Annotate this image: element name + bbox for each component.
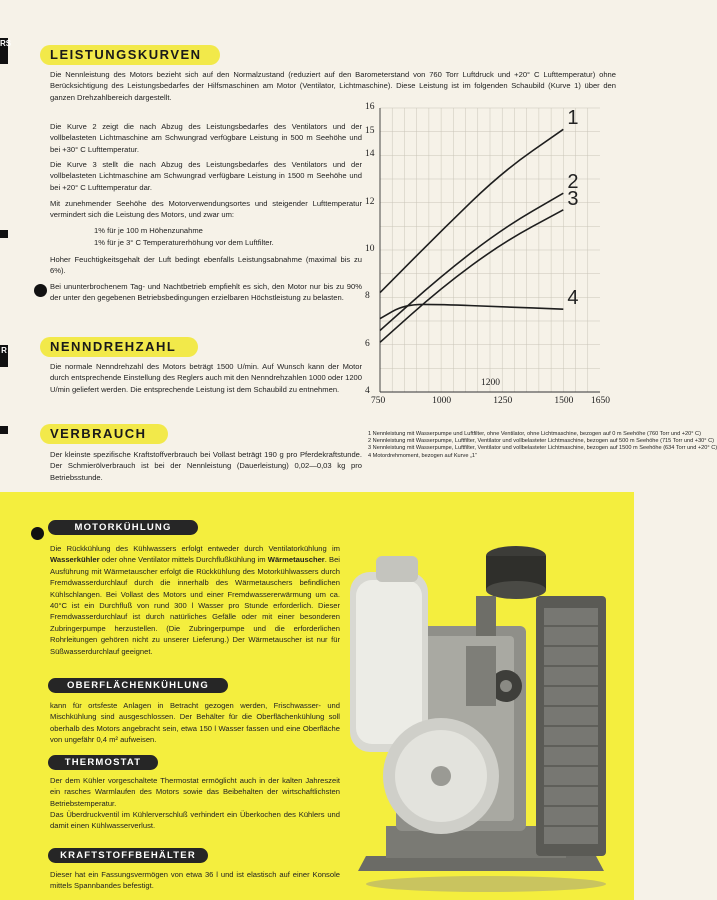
heading-oberflaechenkuehlung: OBERFLÄCHENKÜHLUNG [48,678,228,693]
leistung-paragraph-4: Mit zunehmender Seehöhe des Motorverwendungsortes und steigender Lufttemperatur vermindert sich die Leistung des Motors, und zwar um: [50,199,362,220]
series-label-3: 3 [567,187,579,210]
edge-marker-2 [0,426,8,434]
heading-nenndrehzahl: NENNDREHZAHL [40,337,198,357]
leistung-paragraph-2: Die Kurve 2 zeigt die nach Abzug des Leistungsbedarfes des Ventilators und der vollbelasteten Lichtmaschine am Schwungrad verfügbare Leistung in 500 m Seehöhe und bei +30° C Lufttemperatur. [50,122,362,154]
x-tick-label: 1650 [591,396,610,406]
x-tick-label: 1250 [493,396,513,406]
series-label-1: 1 [567,107,579,130]
series-line-4 [380,304,563,318]
oberflaechenkuehlung-text: kann für ortsfeste Anlagen in Betracht gezogen werden, Frischwasser- und Mischkühlung sind ausgeschlossen. Der Behälter für die Oberflächenkühlung soll oberhalb des Motors angebracht sein, etwa 150 l Wasser fassen und eine Oberfläche von ungefähr 0,4 m² aufweisen. [50,701,340,745]
heading-motorkuehlung: MOTORKÜHLUNG [48,520,198,535]
legend-entry-2: 2 Nennleistung mit Wasserpumpe, Luftfilter, Ventilator und vollbelasteter Lichtmaschine, bezogen auf 500 m Seehöhe (715 Torr und +30° C) [368,438,714,445]
series-line-1 [380,129,563,292]
x-tick-label: 1000 [432,396,452,406]
leistung-bullet-hoehe: 1% für je 100 m Höhenzunahme [94,226,203,235]
series-line-3 [380,210,563,343]
edge-marker-1 [0,230,8,238]
x-tick-label: 750 [371,396,386,406]
thermostat-paragraph-1: Der dem Kühler vorgeschaltete Thermostat ermöglicht auch in der kalten Jahreszeit ein rasches Warmlaufen des Motors sowie das Beibehalten der wirtschaftlichsten Betriebstemperatur. [50,776,340,808]
edge-tab-middle: R [0,345,8,367]
y-tick-label: 8 [365,291,370,302]
kraftstoffbehaelter-text: Dieser hat ein Fassungsvermögen von etwa 36 l und ist elastisch auf einer Konsole mittels Spannbandes befestigt. [50,870,340,891]
leistung-paragraph-feuchte: Hoher Feuchtigkeitsgehalt der Luft bedingt ebenfalls Leistungsabnahme (maximal bis zu 6%). [50,255,362,276]
chart-lines [380,129,563,342]
heading-verbrauch: VERBRAUCH [40,424,168,444]
heading-kraftstoffbehaelter: KRAFTSTOFFBEHÄLTER [48,848,208,863]
motorkuehlung-text: Die Rückkühlung des Kühlwassers erfolgt entweder durch Ventilatorkühlung im Wasserkühler oder ohne Ventilator mittels Durchflußkühlung im Wärmetauscher. Bei Ausführung mit Wärmetauscher erfolgt die Rückkühlung des Motorkühlwassers durch Fremdwasserdurchlauf durch die innerhalb des Wärmetauschers befindlichen Kühlschlangen. Bei Vollast des Motors und einer Fremdwassererwärmung um ca. 40°C ist ein Durchfluß von rund 300 l Wasser pro Stunde erforderlich. Dieser Fremdwasserdurchlauf ist durch natürliches Gefälle oder mit einer besonderen Zubringerpumpe herzustellen. (Die Zubringerpumpe und die erforderlichen Rohrleitungen gehören nicht zu unserer Lieferung.) Der Wärmetauscher ist nur für Süßwasserdurchlauf geeignet. [50,544,340,656]
legend-entry-4: 4 Motordrehmoment, bezogen auf Kurve „1“ [368,452,477,459]
y-tick-label: 12 [365,196,375,207]
legend-entry-1: 1 Nennleistung mit Wasserpumpe und Luftfilter, ohne Ventilator, ohne Lichtmaschine, bezogen auf 0 m Seehöhe (760 Torr und +20° C) [368,431,701,437]
leistung-bullet-temperatur: 1% für je 3° C Temperaturerhöhung vor dem Luftfilter. [94,238,274,247]
heading-leistungskurven: LEISTUNGSKURVEN [40,45,220,65]
verbrauch-text: Der kleinste spezifische Kraftstoffverbrauch bei Vollast beträgt 190 g pro Pferdekraftstunde. Der Schmierölverbrauch ist bei der Nennleistung (Dauerleistung) 0,02—0,03 kg pro Betriebsstunde. [50,450,362,482]
x-extra-label: 1200 [481,378,500,388]
nenndrehzahl-text: Die normale Nenndrehzahl des Motors beträgt 1500 U/min. Auf Wunsch kann der Motor durch entsprechende Einstellung des Reglers auch mit den Nenndrehzahlen 1000 oder 1200 U/min geliefert werden. Die entsprechende Leistung ist dem Schaubild zu entnehmen. [50,362,362,394]
performance-chart [360,100,610,420]
legend-entry-3: 3 Nennleistung mit Wasserpumpe, Luftfilter, Ventilator und vollbelasteter Lichtmaschine, bezogen auf 1500 m Seehöhe (634 Torr und +20° C) [368,445,717,452]
bullet-dot-icon [34,284,47,297]
y-tick-label: 4 [365,386,370,396]
series-label-4: 4 [567,287,579,310]
y-tick-label: 14 [365,149,375,160]
leistung-paragraph-1: Die Nennleistung des Motors bezieht sich auf den Normalzustand (reduziert auf den Barometerstand von 760 Torr Luftdruck und +20° C Lufttemperatur) ohne Berücksichtigung des Leistungsbedarfes der Hilfsmaschinen am Motor (Ventilator, Lichtmaschine). Diese Leistung ist im folgenden Schaubild (Kurve 1) über den ganzen Drehzahlbereich dargestellt. [50,70,616,102]
bullet-dot-icon [31,527,44,540]
thermostat-paragraph-2: Das Überdruckventil im Kühlerverschluß verhindert ein Überkochen des Kühlers und damit einen Kühlwasserverlust. [50,810,340,831]
y-tick-label: 15 [365,125,375,136]
leistung-paragraph-3: Die Kurve 3 stellt die nach Abzug des Leistungsbedarfes des Ventilators und der vollbelasteten Lichtmaschine am Schwungrad verfügbare Leistung in 1500 m Seehöhe und bei +20° C Lufttemperatur dar. [50,160,362,192]
heading-thermostat: THERMOSTAT [48,755,158,770]
y-tick-label: 16 [365,102,375,112]
x-tick-label: 1500 [554,396,574,406]
edge-tab-top: RS [0,38,8,64]
chart-grid [380,108,600,392]
engine-photo [346,536,628,896]
series-line-2 [380,193,563,330]
y-tick-label: 6 [365,338,370,349]
y-tick-label: 10 [365,244,375,254]
chart-legend [368,431,717,460]
series-label-2: 2 [567,171,579,194]
leistung-paragraph-dauerbetrieb: Bei ununterbrochenem Tag- und Nachtbetrieb empfiehlt es sich, den Motor nur bis zu 90% der unter den gegebenen Betriebsbedingungen erzielbaren Höchstleistung zu belasten. [50,282,362,303]
